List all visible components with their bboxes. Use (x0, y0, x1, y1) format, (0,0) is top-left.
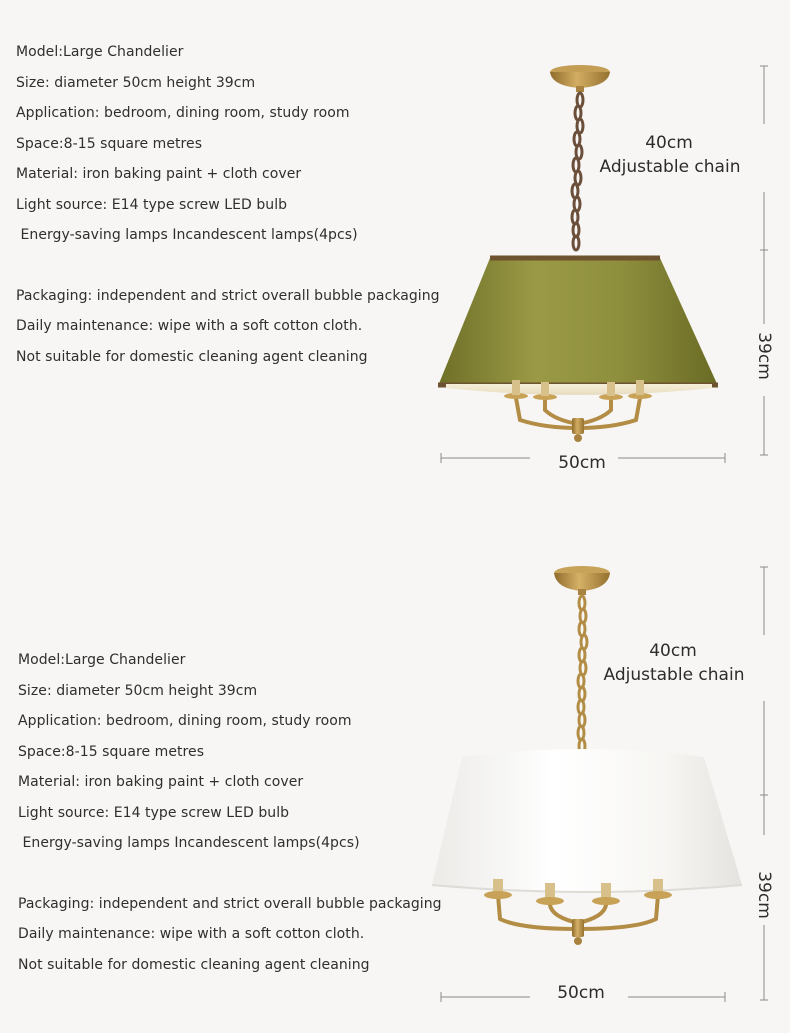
chain-adjustable-label: Adjustable chain (599, 157, 741, 177)
spec-maintenance: Daily maintenance: wipe with a soft cotton cloth. (18, 926, 365, 942)
height-label: 39cm (754, 332, 774, 380)
spec-material: Material: iron baking paint + cloth cover (16, 166, 302, 182)
spec-application: Application: bedroom, dining room, study room (18, 713, 352, 729)
chain (572, 93, 583, 250)
spec-packaging: Packaging: independent and strict overall bubble packaging (18, 895, 442, 912)
spec-application: Application: bedroom, dining room, study room (16, 105, 350, 121)
spec-cleaning-warning: Not suitable for domestic cleaning agent cleaning (18, 956, 370, 973)
ceiling-canopy (550, 65, 610, 92)
spec-space: Space:8-15 square metres (18, 743, 205, 760)
spec-bulb-types: Energy-saving lamps Incandescent lamps(4pcs) (16, 227, 358, 243)
spec-light-source: Light source: E14 type screw LED bulb (16, 196, 288, 213)
chain-adjustable-label: Adjustable chain (603, 665, 745, 685)
spec-maintenance: Daily maintenance: wipe with a soft cotton cloth. (16, 318, 363, 334)
spec-cleaning-warning: Not suitable for domestic cleaning agent cleaning (16, 348, 368, 365)
spec-light-source: Light source: E14 type screw LED bulb (18, 804, 290, 821)
spec-space: Space:8-15 square metres (16, 135, 203, 152)
chain (578, 596, 587, 753)
lamp-shade-white (432, 749, 742, 892)
spec-model: Model:Large Chandelier (16, 44, 184, 60)
width-label: 50cm (558, 453, 606, 473)
spec-size: Size: diameter 50cm height 39cm (18, 682, 258, 699)
chandelier-green-illustration (0, 0, 790, 505)
lamp-shade-green (438, 258, 718, 395)
center-finial (572, 919, 584, 945)
spec-bulb-types: Energy-saving lamps Incandescent lamps(4pcs) (18, 835, 360, 851)
product-section-green (0, 0, 790, 505)
spec-material: Material: iron baking paint + cloth cover (18, 774, 304, 790)
product-section-white (0, 505, 790, 1033)
ceiling-canopy (554, 566, 610, 595)
width-label: 50cm (557, 983, 605, 1003)
spec-packaging: Packaging: independent and strict overall bubble packaging (16, 287, 440, 304)
chain-length-label: 40cm (645, 133, 693, 153)
chandelier-white-illustration (0, 505, 790, 1033)
height-label: 39cm (754, 871, 774, 919)
chain-length-label: 40cm (649, 641, 697, 661)
spec-size: Size: diameter 50cm height 39cm (16, 74, 256, 91)
spec-model: Model:Large Chandelier (18, 652, 186, 668)
center-finial (572, 418, 584, 442)
